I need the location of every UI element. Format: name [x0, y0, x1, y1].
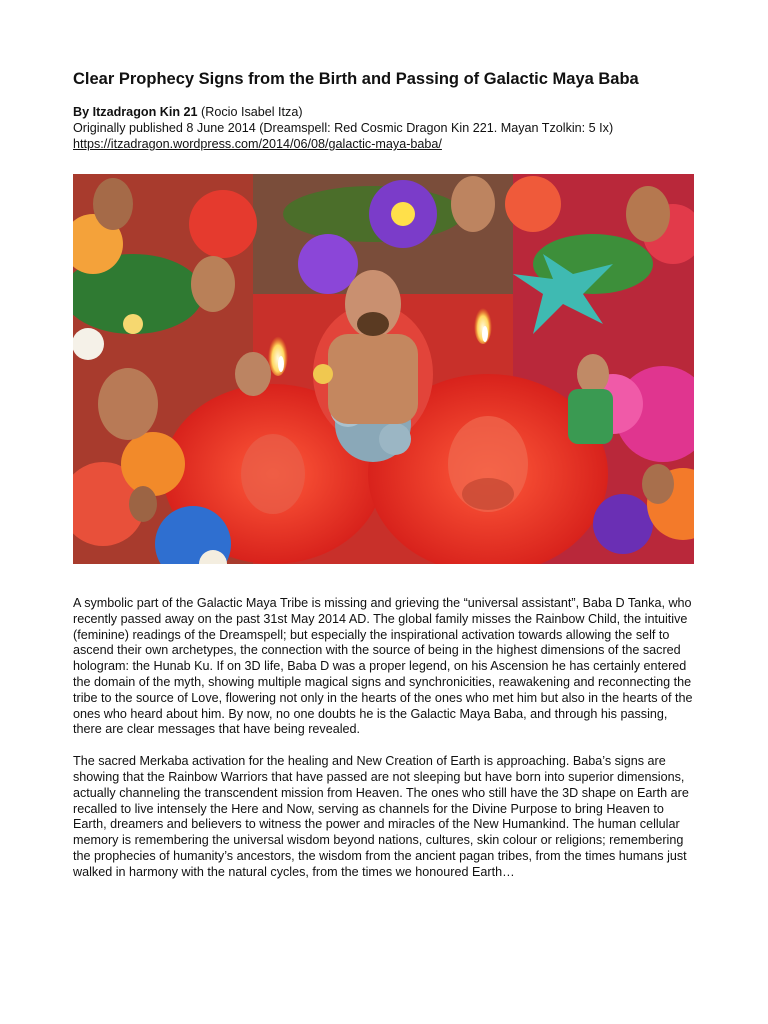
author-line — [73, 104, 713, 120]
author-name: By Itzadragon Kin 21 — [73, 105, 198, 119]
paragraph: The sacred Merkaba activation for the healing and New Creation of Earth is approaching. Baba’s signs are showing that the Rainbow Warriors that have passed are not sleeping but have born into superior dimensions, actually channeling the transcendent mission from Heaven. The ones who still have the 3D shape on Earth are recalled to live intensely the Here and Now, serving as channels for the Divine Purpose to bring Heaven to Earth, dreamers and believers to witness the power and miracles of the New Humankind. The human cellular memory is remembering the universal wisdom beyond nations, cultures, skin colour or religions; remembering the prophecies of humanity’s ancestors, the wisdom from the ancient pagan tribes, from the times humans just walked in harmony with the natural cycles, from the times we honoured Earth… — [73, 754, 689, 879]
byline — [73, 104, 713, 152]
paragraph: A symbolic part of the Galactic Maya Tribe is missing and grieving the “universal assistant”, Baba D Tanka, who recently passed away on the past 31st May 2014 AD. The global family misses the Rainbow Child, the intuitive (feminine) readings of the Dreamspell; but especially the inspirational activation towards allowing the self to ascend their own archetypes, the connection with the source of being in the highest dimensions of the sacred hologram: the Hunab Ku. If on 3D life, Baba D was a proper legend, on his Ascension he has certainly entered the domain of the myth, showing multiple magical signs and synchronicities, reawakening and reconnecting the tribe to the source of Love, flowering not only in the hearts of the ones who met him but also in the hearts of the ones who heard about him. By now, no one doubts he is the Galactic Maya Baba, and through his passing, there are clear messages that have being revealed. — [73, 596, 693, 737]
source-line — [73, 136, 713, 152]
article-title: Clear Prophecy Signs from the Birth and Passing of Galactic Maya Baba — [73, 70, 639, 88]
collage-image — [73, 174, 694, 564]
published-line: Originally published 8 June 2014 (Dreamspell: Red Cosmic Dragon Kin 221. Mayan Tzolkin: 5 Ix) — [73, 121, 614, 135]
source-link[interactable]: https://itzadragon.wordpress.com/2014/06/08/galactic-maya-baba/ — [73, 137, 442, 151]
article-body — [73, 596, 698, 897]
author-real-name: (Rocio Isabel Itza) — [197, 105, 303, 119]
